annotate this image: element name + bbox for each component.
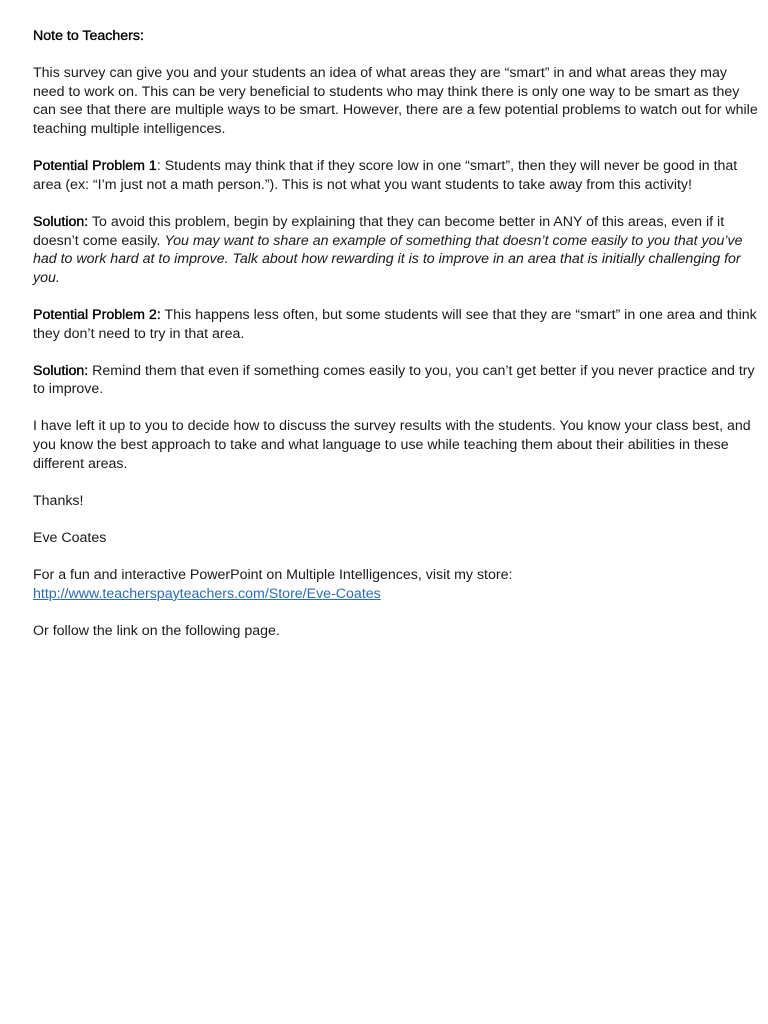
store-text: For a fun and interactive PowerPoint on Multiple Intelligences, visit my store: (33, 567, 513, 584)
problem-2-text: This happens less often, but some students will see that they are “smart” in one area and think they don’t need to try in that area. (33, 306, 757, 342)
signature-text: Eve Coates (33, 530, 107, 547)
document-heading (33, 27, 758, 46)
problem-1-label: Potential Problem 1 (33, 158, 157, 175)
solution-2-text: Remind them that even if something comes easily to you, you can’t get better if you never practice and try to improve. (33, 362, 755, 398)
store-link[interactable]: http://www.teacherspayteachers.com/Store/Eve-Coates (33, 585, 381, 602)
solution-1-text: To avoid this problem, begin by explaining that they can become better in ANY of this areas, even if it doesn’t come easily. (33, 213, 725, 249)
solution-1-paragraph (33, 213, 758, 287)
problem-1-text: : Students may think that if they score low in one “smart”, then they will never be good in that area (ex: “I’m just not a math person.”). This is not what you want students to take away from this activity! (33, 158, 738, 193)
intro-paragraph: This survey can give you and your students an idea of what areas they are “smart” in and what areas they may need to work on. This can be very beneficial to students who may think there is only one way to be smart as they can see that there are multiple ways to be smart. However, there are a few potential problems to watch out for while teaching multiple intelligences. (33, 65, 758, 137)
document-page (33, 27, 758, 659)
problem-2-label: Potential Problem 2: (33, 306, 161, 323)
closing-paragraph: I have left it up to you to decide how to discuss the survey results with the students. You know your class best, and you know the best approach to take and what language to use while teaching them about their abilities in these different areas. (33, 418, 751, 472)
problem-1-paragraph (33, 157, 758, 194)
solution-1-italic-text: You may want to share an example of something that doesn’t come easily to you that you’ve had to work hard at to improve. Talk about how rewarding it is to improve in an area that is initially challenging for you. (33, 232, 743, 286)
solution-1-label: Solution: (33, 213, 89, 230)
thanks-text: Thanks! (33, 492, 84, 509)
problem-2-paragraph (33, 306, 758, 343)
solution-2-paragraph (33, 362, 758, 399)
solution-2-label: Solution: (33, 362, 89, 379)
heading-text: Note to Teachers: (33, 28, 144, 44)
follow-text: Or follow the link on the following page. (33, 623, 280, 639)
store-paragraph (33, 566, 758, 603)
